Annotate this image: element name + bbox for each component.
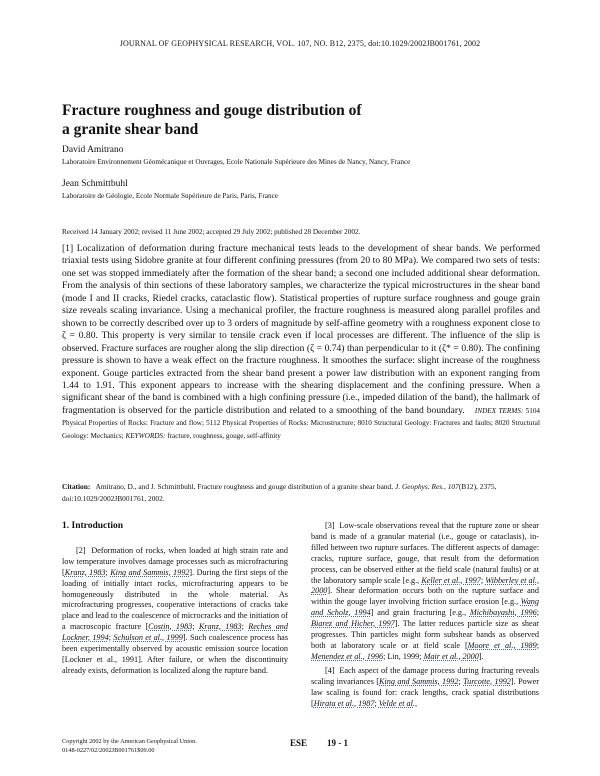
reference-link[interactable]: Mair et al., 2000 <box>423 651 479 661</box>
page-footer <box>290 738 368 748</box>
index-terms-label: INDEX TERMS: <box>474 406 524 415</box>
reference-link[interactable]: King and Sammis, 1992 <box>110 567 190 577</box>
journal-code: ESE <box>290 738 308 748</box>
reference-link[interactable]: Keller et al., 1997 <box>421 575 481 585</box>
reference-link[interactable]: Biarez and Hicher, 1997 <box>311 619 395 629</box>
reference-link[interactable]: Michibayashi, 1996 <box>469 608 537 618</box>
reference-link[interactable]: Velde et al., <box>378 698 417 708</box>
author-name-2: Jean Schmittbuhl <box>62 179 128 189</box>
author-affiliation-1: Laboratoire Environnement Géomécanique et Ouvrages, Ecole Nationale Supérieure des Mines de Nancy, Nancy, France <box>62 158 411 166</box>
reference-link[interactable]: Reches and Lockner, 1994 <box>62 622 288 643</box>
reference-link[interactable]: Kranz, 1983 <box>64 567 106 577</box>
received-dates: Received 14 January 2002; revised 11 June 2002; accepted 29 July 2002; published 28 December 2002. <box>62 228 361 236</box>
copyright-notice <box>62 738 197 755</box>
section-heading-introduction: 1. Introduction <box>62 521 124 531</box>
paragraph-2: [2] Deformation of rocks, when loaded at high strain rate and low temperature involves damage processes such as microfracturing [Kranz, 1983; King and Sammis, 1992]. During the first steps of the loading of initially intact rocks, microfracturing appears to be homogeneously distributed in the whole material. As microfracturing progresses, cooperative interactions of cracks take place and lead to the coalescence of microcracks and the initiation of a macroscopic fracture [Costin, 1983; Kranz, 1983; Reches and Lockner, 1994; Schulson et al., 1999]. Such coalescence process has been experimentally observed by acoustic emission source location [Lockner et al., 1991]. After failure, or when the discontinuity already exists, deformation is localized along the rupture band. <box>62 545 289 675</box>
reference-link[interactable]: Costin, 1983 <box>148 622 193 632</box>
page-number: 19 - 1 <box>327 738 349 748</box>
paragraph-3: [3] Low-scale observations reveal that the rupture zone or shear band is made of a granular material (i.e., gouge or cataclasis), in-filled between two rupture surfaces. The different aspects of damage: cracks, rupture surface, gouge, that result from the deformation process, can be observed either at the field scale (natural faults) or at the laboratory sample scale [e.g., Keller et al., 1997; Wibberley et al., 2000]. Shear deformation occurs both on the rupture surface and within the gouge layer involving friction surface erosion [e.g., Wang and Scholz, 1994] and grain fracturing [e.g., Michibayashi, 1996; Biarez and Hicher, 1997]. The latter reduces particle size as shear progresses. Thin particles might form subshear bands as observed both at laboratory scale or at field scale [Moore et al., 1989; Menendez et al., 1996; Lin, 1999; Mair et al., 2000]. <box>311 521 540 661</box>
reference-link[interactable]: Moore et al., 1989 <box>467 640 537 650</box>
issn-line: 0148-0227/02/2002JB001761$09.00 <box>62 746 155 754</box>
title-line-1: Fracture roughness and gouge distribution of <box>62 102 362 119</box>
right-column <box>311 521 539 709</box>
author-affiliation-2: Laboratoire de Géologie, Ecole Normale Supérieure de Paris, Paris, France <box>62 192 278 200</box>
citation-journal: J. Geophys. Res., 107 <box>394 482 459 491</box>
reference-link[interactable]: Kranz, 1983 <box>198 622 242 632</box>
article-title <box>62 101 542 139</box>
reference-link[interactable]: King and Sammis, 1992 <box>379 676 459 686</box>
abstract-text: Localization of deformation during fracture mechanical tests leads to the development of shear bands. We performed triaxial tests using Sidobre granite at four different confining pressures (from 20 to 80 MPa). We compared two sets of tests: one set was stopped immediately after the formation of the shear band; a second one included additional shear deformation. From the analysis of thin sections of these laboratory samples, we characterize the typical microstructures in the shear band (mode I and II cracks, Riedel cracks, cataclastic flow). Statistical properties of rupture surface roughness and gouge grain size reveals scaling invariance. Using a mechanical profiler, the fracture roughness is measured along parallel profiles and shown to be correctly described over up to 3 orders of magnitude by self-affine geometry with a roughness exponent close to ζ = 0.80. This property is very similar to tensile crack even if local processes are different. The influence of the slip is observed. Fracture surfaces are rougher along the slip direction (ζ = 0.74) than perpendicular to it (ζ* = 0.80). The confining pressure is shown to have a weak effect on the fracture roughness. It smoothes the surface: slight increase of the roughness exponent. Gouge particles extracted from the shear band present a power law distribution with an exponent ranging from 1.44 to 1.91. This exponent appears to increase with the shearing displacement and the confining pressure. When a significant shear of the band is combined with a high confining pressure (i.e., impeded dilation of the band), the hallmark of fragmentation is observed for the particle distribution and related to a smoothing of the band boundary. <box>62 243 541 416</box>
reference-link[interactable]: Wang and Scholz, 1994 <box>311 597 539 618</box>
keywords-label: KEYWORDS: <box>125 431 166 440</box>
reference-link[interactable]: Wibberley et al., 2000 <box>311 575 539 596</box>
reference-link[interactable]: Turcotte, 1992 <box>463 676 511 686</box>
title-line-2: a granite shear band <box>62 121 199 138</box>
index-terms: 5104 Physical Properties of Rocks: Fracture and flow; 5112 Physical Properties of Rocks: Microstructure; 8010 Structural Geology: Fractures and faults; 8020 Structural Geology: Mechanics; <box>62 406 541 440</box>
copyright-line: Copyright 2002 by the American Geophysical Union. <box>62 738 197 745</box>
author-name-1: David Amitrano <box>62 145 124 155</box>
paragraph-4: [4] Each aspect of the damage process during fracturing reveals scaling invariances [King and Sammis, 1992; Turcotte, 1992]. Power law scaling is found for: crack lengths, crack spatial distributions [Hirata et al., 1987; Velde et al., <box>311 665 539 708</box>
left-column <box>62 521 288 677</box>
citation-label: Citation: <box>62 482 91 491</box>
reference-link[interactable]: Schulson et al., 1999 <box>113 633 183 643</box>
abstract-para-number: [1] <box>62 243 74 254</box>
running-head: JOURNAL OF GEOPHYSICAL RESEARCH, VOL. 107, NO. B12, 2375, doi:10.1029/2002JB001761, 2002 <box>119 39 481 48</box>
citation <box>62 481 540 504</box>
reference-link[interactable]: Hirata et al., 1987 <box>313 698 375 708</box>
abstract <box>62 243 540 442</box>
citation-volume: (B12), 2375, doi:10.1029/2002JB001761, 2002. <box>62 482 497 503</box>
reference-link[interactable]: Menendez et al., 1996 <box>311 651 384 661</box>
citation-authors-title: Amitrano, D., and J. Schmittbuhl, Fracture roughness and gouge distribution of a granite shear band, <box>95 482 394 491</box>
keywords: fracture, roughness, gouge, self-affinity <box>167 431 281 440</box>
